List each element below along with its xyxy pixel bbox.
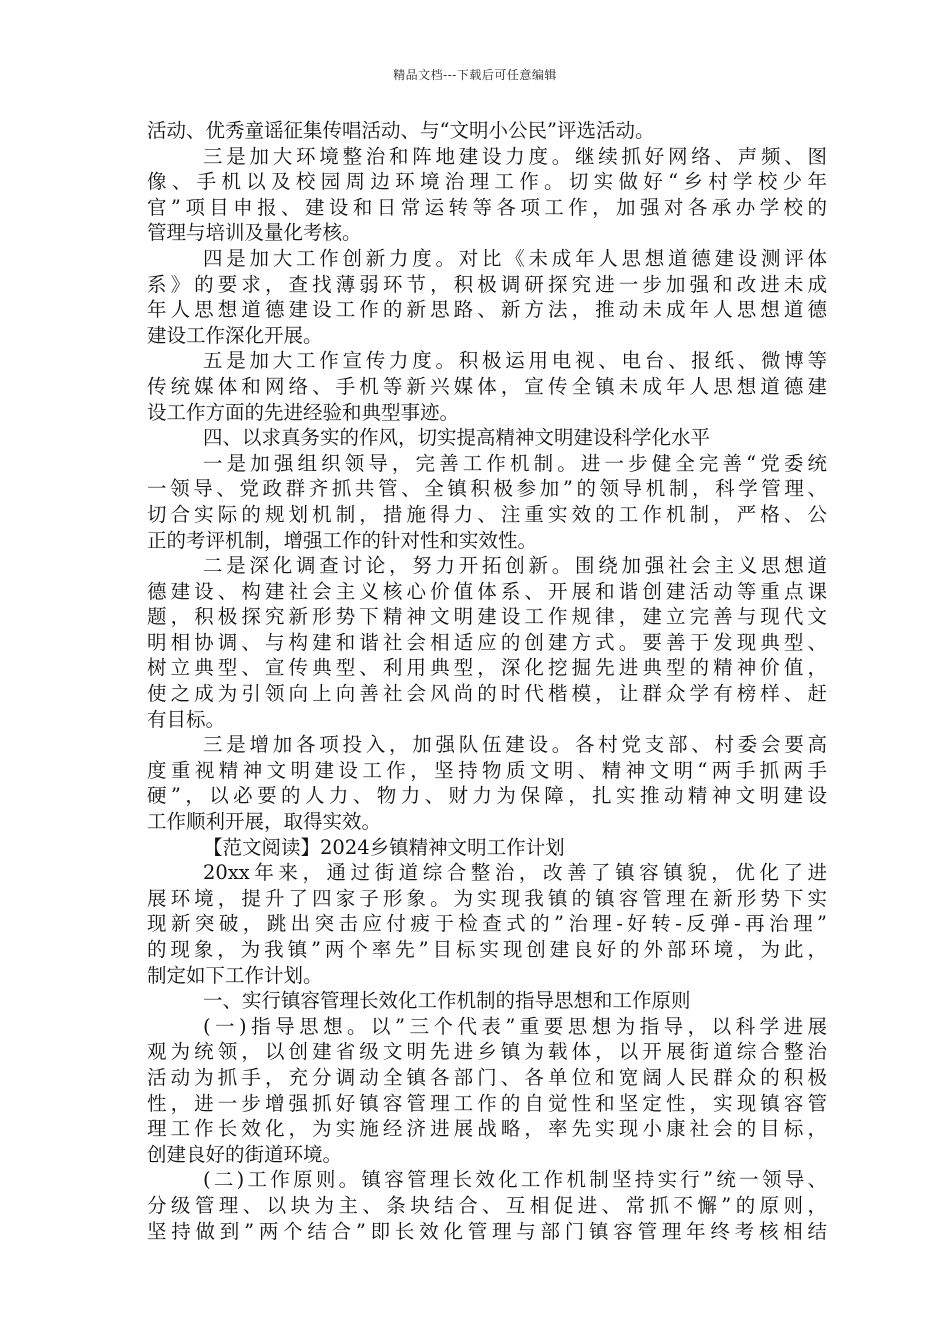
text-line: 活动为抓手，充分调动全镇各部门、各单位和宽阔人民群众的积极 [147, 1065, 827, 1089]
text-line: 的现象，为我镇”两个率先”目标实现创建良好的外部环境，为此， [147, 938, 827, 961]
document-body [147, 118, 827, 1244]
text-line: 四、以求真务实的作风，切实提高精神文明建设科学化水平 [203, 426, 711, 450]
text-line: 官”项目申报、建设和日常运转等各项工作，加强对各承办学校的 [147, 195, 827, 219]
text-line: 系》的要求，查找薄弱环节，积极调研探究进一步加强和改进未成 [147, 272, 827, 296]
text-line: 二是深化调查讨论，努力开拓创新。围绕加强社会主义思想道 [203, 554, 827, 578]
text-line: 性，进一步增强抓好镇容管理工作的自觉性和坚定性，实现镇容管 [147, 1091, 827, 1115]
text-line: 度重视精神文明建设工作，坚持物质文明、精神文明“两手抓两手 [147, 758, 827, 782]
text-line: 一领导、党政群齐抓共管、全镇积极参加”的领导机制，科学管理、 [147, 477, 827, 501]
text-line: 三是增加各项投入，加强队伍建设。各村党支部、村委会要高 [203, 733, 827, 757]
text-line: 理工作长效化，为实施经济进展战略，率先实现小康社会的目标， [147, 1117, 827, 1141]
text-line: 活动、优秀童谣征集传唱活动、与“文明小公民”评选活动。 [147, 119, 655, 142]
text-line: 建设工作深化开展。 [147, 323, 323, 347]
text-line: 硬”，以必要的人力、物力、财力为保障，扎实推动精神文明建设 [147, 784, 827, 808]
text-line: 工作顺利开展，取得实效。 [147, 810, 382, 834]
text-line: 20xx年来，通过街道综合整治，改善了镇容镇貌，优化了进 [203, 861, 827, 885]
text-line: 树立典型、宣传典型、利用典型，深化挖掘先进典型的精神价值， [147, 656, 827, 680]
text-line: 一、实行镇容管理长效化工作机制的指导思想和工作原则 [203, 989, 691, 1013]
text-line: 切合实际的规划机制，措施得力、注重实效的工作机制，严格、公 [147, 502, 827, 526]
text-line: 年人思想道德建设工作的新思路、新方法，推动未成年人思想道德 [147, 298, 827, 322]
text-line: 德建设、构建社会主义核心价值体系、开展和谐创建活动等重点课 [147, 579, 827, 603]
text-line: 正的考评机制，增强工作的针对性和实效性。 [147, 528, 538, 552]
text-line: 管理与培训及量化考核。 [147, 221, 362, 245]
text-line: (一)指导思想。以”三个代表”重要思想为指导，以科学进展 [203, 1014, 827, 1038]
text-line: 像、手机以及校园周边环境治理工作。切实做好“乡村学校少年 [147, 170, 827, 194]
text-line: 现新突破，跳出突击应付疲于检查式的”治理-好转-反弹-再治理” [147, 912, 827, 936]
text-line: 坚持做到”两个结合”即长效化管理与部门镇容管理年终考核相结 [147, 1219, 827, 1243]
text-line: (二)工作原则。镇容管理长效化工作机制坚持实行”统一领导、 [203, 1168, 827, 1192]
text-line: 有目标。 [147, 707, 226, 731]
text-line: 分级管理、以块为主、条块结合、互相促进、常抓不懈”的原则， [147, 1193, 827, 1217]
text-line: 创建良好的街道环境。 [147, 1142, 343, 1166]
text-line: 四是加大工作创新力度。对比《未成年人思想道德建设测评体 [203, 246, 827, 270]
text-line: 使之成为引领向上向善社会风尚的时代楷模，让群众学有榜样、赶 [147, 682, 827, 706]
text-line: 展环境，提升了四家子形象。为实现我镇的镇容管理在新形势下实 [147, 886, 827, 910]
text-line: 一是加强组织领导，完善工作机制。进一步健全完善“党委统 [203, 451, 827, 475]
page-header: 精品文档---下载后可任意编辑 [393, 68, 557, 82]
text-line: 明相协调、与构建和谐社会相适应的创建方式。要善于发现典型、 [147, 630, 827, 654]
text-line: 制定如下工作计划。 [147, 963, 323, 987]
text-line: 观为统领，以创建省级文明先进乡镇为载体，以开展街道综合整治 [147, 1040, 827, 1064]
text-line: 传统媒体和网络、手机等新兴媒体，宣传全镇未成年人思想道德建 [147, 374, 827, 398]
text-line: 五是加大工作宣传力度。积极运用电视、电台、报纸、微博等 [203, 349, 827, 373]
text-line: 【范文阅读】2024乡镇精神文明工作计划 [203, 835, 565, 859]
text-line: 三是加大环境整治和阵地建设力度。继续抓好网络、声频、图 [203, 144, 827, 168]
text-line: 题，积极探究新形势下精神文明建设工作规律，建立完善与现代文 [147, 605, 827, 629]
text-line: 设工作方面的先进经验和典型事迹。 [147, 400, 460, 424]
